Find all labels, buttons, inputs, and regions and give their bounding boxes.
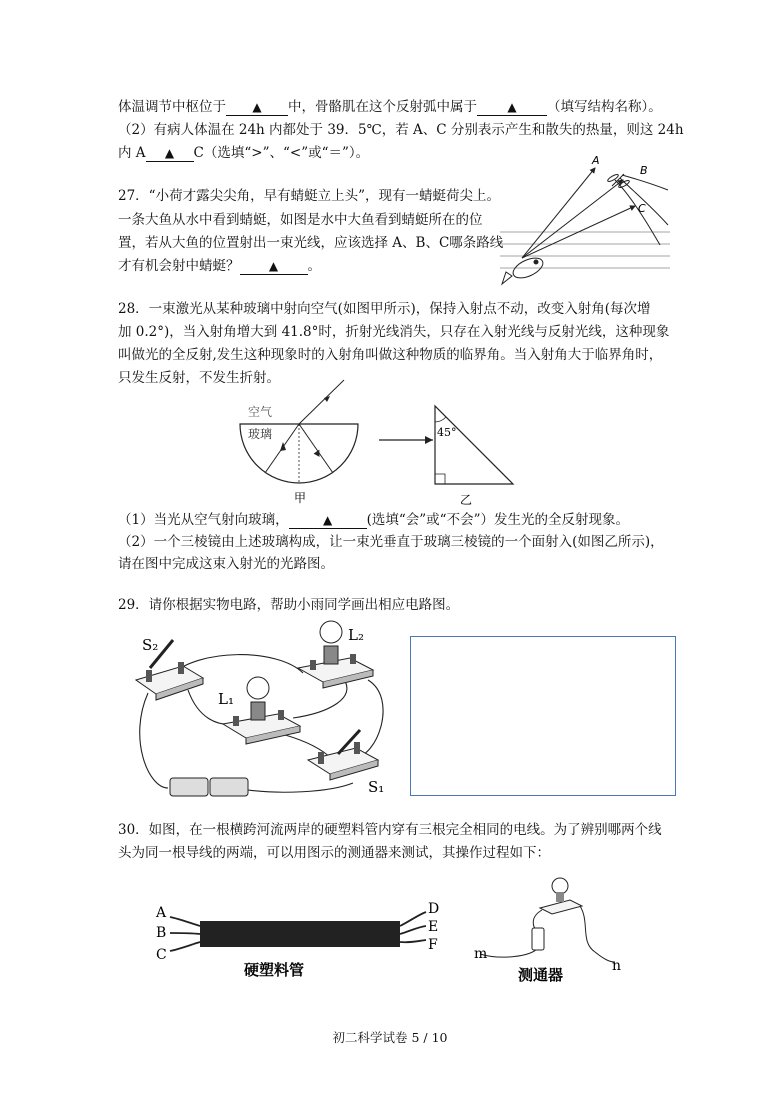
q28-sub1: （1）当光从空气射向玻璃， ▲ (选填“会”或“不会”）发生光的全反射现象。: [118, 512, 629, 528]
q28-sub2-line2: 请在图中完成这束入射光的光路图。: [118, 556, 334, 572]
physical-circuit-figure: [128, 618, 406, 810]
label-l1: L₁: [218, 690, 234, 708]
q29-line1: 29．请你根据实物电路，帮助小雨同学画出相应电路图。: [118, 597, 460, 613]
end-d: D: [428, 901, 440, 917]
glass-semicircle-figure: [230, 378, 370, 508]
q28-line3: 叫做光的全反射,发生这种现象时的入射角叫做这种物质的临界角。当入射角大于临界角时，: [118, 347, 663, 363]
figure-jia-label: 甲: [294, 491, 307, 505]
prism-figure: [375, 400, 525, 508]
battery-pack: [170, 778, 248, 796]
label-s1: S₁: [368, 778, 385, 796]
figure-yi-label: 乙: [460, 493, 473, 507]
q28-line1: 28．一束激光从某种玻璃中射向空气(如图甲所示)，保持入射点不动，改变入射角(每次增: [118, 301, 651, 317]
q27-line3: 置，若从大鱼的位置射出一束光线，应该选择 A、B、C哪条路线: [118, 235, 504, 251]
pipe-figure: [150, 895, 450, 985]
label-l2: L₂: [348, 626, 364, 644]
end-f: F: [428, 937, 438, 953]
end-c: C: [156, 947, 167, 963]
q27-line2: 一条大鱼从水中看到蜻蜓，如图是水中大鱼看到蜻蜓所在的位: [118, 212, 483, 228]
pipe-label: 硬塑料管: [244, 961, 305, 979]
switch-s1: [308, 730, 378, 780]
tester-figure: [470, 872, 640, 987]
q27-line1: 27．“小荷才露尖尖角，早有蜻蜓立上头”，现有一蜻蜓荷尖上。: [118, 188, 500, 204]
angle-label: 45°: [437, 426, 457, 439]
q27-line4: 才有机会射中蜻蜓？ ▲ 。: [118, 258, 321, 274]
answer-blank[interactable]: ▲: [477, 99, 547, 116]
q26-line3: 内 A ▲ C（选填“>”、“<”或“＝”）。: [118, 145, 370, 161]
q26-line1: 体温调节中枢位于 ▲ 中，骨骼肌在这个反射弧中属于 ▲ （填写结构名称）。: [118, 99, 662, 115]
q28-line2: 加 0.2°)，当入射角增大到 41.8°时，折射光线消失，只存在入射光线与反射光线，这种现象: [118, 324, 670, 340]
label-s2: S₂: [142, 636, 159, 654]
answer-blank[interactable]: ▲: [289, 512, 367, 529]
dragonfly-icon: [607, 173, 630, 188]
ray-label-b: B: [640, 164, 648, 177]
q28-line4: 只发生反射，不发生折射。: [118, 370, 280, 386]
q26-line2: （2）有病人体温在 24h 内都处于 39．5℃，若 A、C 分别表示产生和散失的热量，则这 24h: [118, 122, 684, 138]
page-footer: 初二科学试卷 5 / 10: [332, 1030, 448, 1045]
circuit-answer-box[interactable]: [410, 636, 676, 796]
bulb-l1: [223, 677, 300, 744]
q30-line2: 头为同一根导线的两端，可以用图示的测通器来测试，其操作过程如下：: [118, 845, 550, 861]
ray-label-c: C: [638, 202, 646, 215]
dragonfly-fish-figure: [500, 150, 670, 290]
probe-n: n: [612, 958, 622, 974]
q30-line1: 30．如图，在一根横跨河流两岸的硬塑料管内穿有三根完全相同的电线。为了辨别哪两个线: [118, 822, 662, 838]
air-label: 空气: [248, 405, 273, 419]
tester-label: 测通器: [518, 966, 564, 984]
answer-blank[interactable]: ▲: [146, 145, 194, 162]
end-b: B: [156, 925, 167, 941]
answer-blank[interactable]: ▲: [240, 258, 308, 275]
end-e: E: [428, 919, 439, 935]
end-a: A: [156, 905, 167, 921]
glass-label: 玻璃: [248, 427, 273, 441]
ray-label-a: A: [592, 154, 600, 167]
q28-sub2-line1: （2）一个三棱镜由上述玻璃构成，让一束光垂直于玻璃三棱镜的一个面射入(如图乙所示)，: [118, 534, 664, 550]
probe-m: m: [474, 946, 488, 962]
answer-blank[interactable]: ▲: [226, 99, 288, 116]
fish-icon: [502, 254, 546, 284]
